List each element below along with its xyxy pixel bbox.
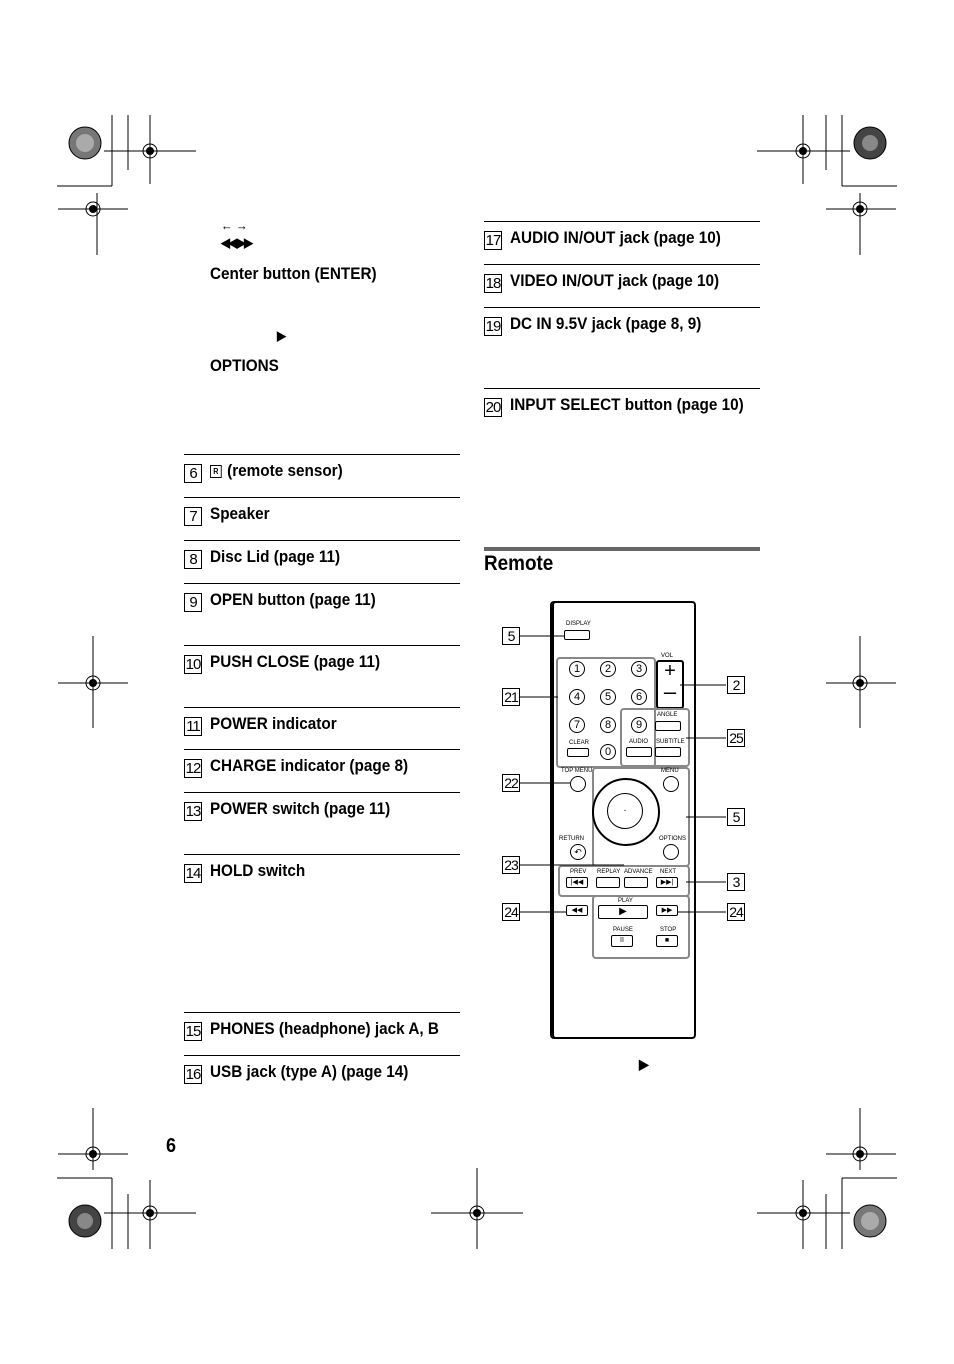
play-button[interactable]: ▶: [598, 905, 648, 919]
callout-number: 23: [502, 856, 520, 874]
item-label: INPUT SELECT button (page 10): [510, 395, 744, 414]
skip-keys-fragment: ◀◀ ▶▶: [221, 235, 252, 250]
subtitle-label: SUBTITLE: [656, 739, 685, 745]
list-item: [184, 583, 460, 611]
stop-button[interactable]: ■: [656, 935, 678, 947]
item-label: Speaker: [210, 504, 270, 523]
item-number: 8: [184, 550, 202, 569]
item-label: POWER indicator: [210, 714, 337, 733]
top-menu-label: TOP MENU: [561, 768, 593, 774]
item-label: PUSH CLOSE (page 11): [210, 652, 381, 671]
list-item: [184, 540, 460, 568]
number-button-2[interactable]: 2: [600, 661, 616, 677]
item-label: VIDEO IN/OUT jack (page 10): [510, 271, 720, 290]
section-rule: [484, 547, 760, 551]
item-number: 6: [184, 464, 202, 483]
options-label: OPTIONS: [210, 356, 279, 375]
callout-number: 21: [502, 688, 520, 706]
item-number: 11: [184, 717, 202, 736]
callout-number: 3: [727, 873, 745, 891]
list-item: [484, 221, 760, 249]
list-item: [184, 1012, 460, 1040]
number-button-5[interactable]: 5: [600, 689, 616, 705]
item-label: DC IN 9.5V jack (page 8, 9): [510, 314, 702, 333]
advance-label: ADVANCE: [624, 869, 653, 875]
item-number: 16: [185, 1066, 201, 1083]
remote-heading: Remote: [484, 552, 554, 575]
volume-down-label: –: [663, 679, 677, 704]
callout-leaders: [498, 600, 758, 1040]
item-number: 10: [185, 656, 201, 673]
center-button-label: Center button (ENTER): [210, 264, 377, 283]
list-item: [184, 707, 460, 735]
callout-number: 2: [727, 676, 745, 694]
item-number: 7: [184, 507, 202, 526]
item-number: 14: [185, 865, 201, 882]
item-number: 12: [185, 760, 201, 777]
item-label: CHARGE indicator (page 8): [210, 756, 409, 775]
number-button-1[interactable]: 1: [569, 661, 585, 677]
item-label: R (remote sensor): [210, 461, 343, 481]
vol-label: VOL: [661, 653, 674, 659]
pause-label: PAUSE: [613, 927, 633, 933]
play-label: PLAY: [618, 898, 633, 904]
audio-label: AUDIO: [629, 739, 649, 745]
list-item: [484, 307, 760, 335]
item-label: HOLD switch: [210, 861, 306, 880]
list-item: [184, 454, 460, 482]
prev-label: PREV: [570, 869, 587, 875]
play-icon-fragment: ▶: [277, 328, 286, 343]
next-label: NEXT: [660, 869, 677, 875]
enter-button[interactable]: ·: [607, 793, 643, 829]
list-item: [184, 854, 460, 882]
item-label: POWER switch (page 11): [210, 799, 391, 818]
item-label: PHONES (headphone) jack A, B: [210, 1019, 439, 1038]
number-button-0[interactable]: 0: [600, 744, 616, 760]
item-label: Disc Lid (page 11): [210, 547, 341, 566]
list-item: [484, 264, 760, 292]
remote-illustration: [498, 600, 758, 1040]
return-label: RETURN: [559, 836, 584, 842]
options-label-remote: OPTIONS: [659, 836, 687, 842]
number-button-8[interactable]: 8: [600, 717, 616, 733]
arrow-keys-fragment: ← →: [221, 218, 248, 233]
number-button-6[interactable]: 6: [631, 689, 647, 705]
callout-number: 5: [502, 627, 520, 645]
prev-button[interactable]: |◀◀: [566, 877, 588, 888]
number-button-9[interactable]: 9: [631, 717, 647, 733]
display-label: DISPLAY: [566, 621, 591, 627]
number-button-7[interactable]: 7: [569, 717, 585, 733]
page-number: 6: [166, 1135, 177, 1157]
callout-number: 25: [727, 729, 745, 747]
next-button[interactable]: ▶▶|: [656, 877, 678, 888]
item-label: AUDIO IN/OUT jack (page 10): [510, 228, 721, 247]
remote-sensor-icon: R: [210, 465, 222, 478]
item-number: 20: [485, 399, 501, 416]
list-item: [484, 388, 760, 416]
list-item: [184, 497, 460, 525]
stop-label: STOP: [660, 927, 677, 933]
list-item: [184, 1055, 460, 1083]
list-item: [184, 645, 460, 673]
callout-number: 24: [502, 903, 520, 921]
item-number: 19: [485, 318, 501, 335]
callout-number: 24: [727, 903, 745, 921]
volume-up-label: +: [664, 660, 676, 682]
pause-button[interactable]: II: [611, 935, 633, 947]
number-button-4[interactable]: 4: [569, 689, 585, 705]
item-number: 18: [485, 275, 501, 292]
item-number: 9: [184, 593, 202, 612]
replay-label: REPLAY: [597, 869, 621, 875]
return-button[interactable]: ↶: [570, 844, 586, 860]
number-button-3[interactable]: 3: [631, 661, 647, 677]
item-label: OPEN button (page 11): [210, 590, 376, 609]
callout-number: 22: [502, 774, 520, 792]
clear-label: CLEAR: [569, 740, 590, 746]
menu-label: MENU: [661, 768, 679, 774]
list-item: [184, 792, 460, 820]
item-label: USB jack (type A) (page 14): [210, 1062, 409, 1081]
item-number: 17: [485, 232, 501, 249]
callout-number: 5: [727, 808, 745, 826]
fast-forward-button[interactable]: ▶▶: [656, 905, 678, 916]
rewind-button[interactable]: ◀◀: [566, 905, 588, 916]
item-number: 13: [185, 803, 201, 820]
angle-label: ANGLE: [657, 712, 678, 718]
item-number: 15: [185, 1023, 201, 1040]
play-icon-fragment: ▶: [639, 1056, 649, 1072]
list-item: [184, 749, 460, 777]
